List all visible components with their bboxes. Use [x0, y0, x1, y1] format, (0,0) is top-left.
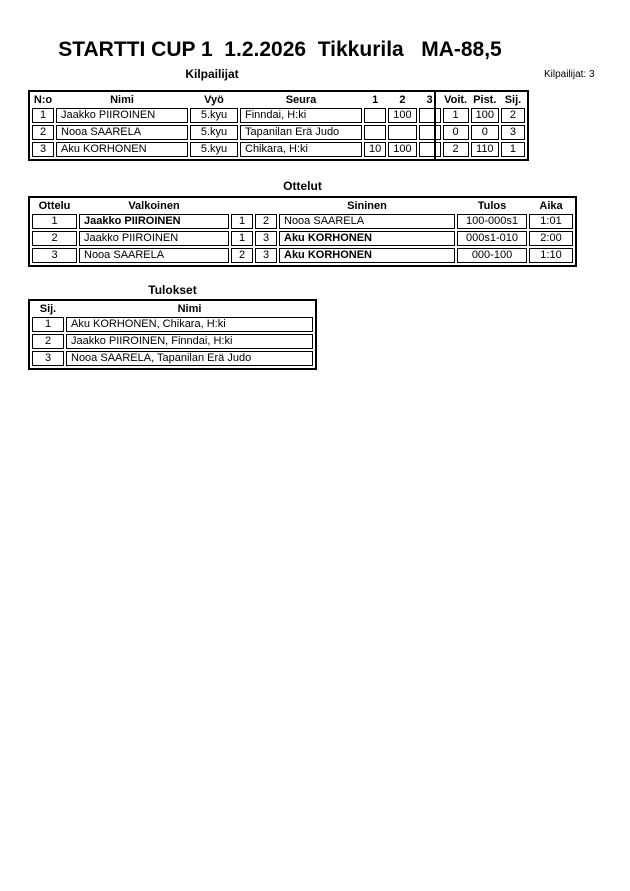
competitor-belt: 5.kyu — [190, 125, 238, 140]
col-header-round2: 2 — [399, 94, 406, 106]
match-blue-no: 2 — [255, 214, 277, 229]
competitor-round3 — [419, 142, 441, 157]
match-no: 1 — [32, 214, 77, 229]
matches-heading: Ottelut — [283, 179, 322, 193]
match-white-no: 1 — [231, 214, 253, 229]
match-time: 2:00 — [529, 231, 573, 246]
competitor-belt: 5.kyu — [190, 108, 238, 123]
col-header-white-no — [231, 200, 253, 212]
competitor-points: 110 — [471, 142, 499, 157]
match-no: 2 — [32, 231, 77, 246]
match-row — [32, 231, 573, 246]
match-white-name: Jaakko PIIROINEN — [79, 214, 229, 229]
col-header-place: Sij. — [504, 94, 522, 106]
competitor-club: Chikara, H:ki — [240, 142, 362, 157]
match-result: 000s1-010 — [457, 231, 527, 246]
competitor-name: Aku KORHONEN — [56, 142, 188, 157]
match-white-name: Jaakko PIIROINEN — [79, 231, 229, 246]
competitor-round2: 100 — [388, 142, 416, 157]
col-header-blue: Sininen — [347, 200, 387, 212]
result-name: Nooa SAARELA, Tapanilan Erä Judo — [66, 351, 313, 366]
match-blue-name: Nooa SAARELA — [279, 214, 455, 229]
match-time: 1:01 — [529, 214, 573, 229]
result-row — [32, 334, 313, 349]
matches-header-row — [32, 200, 573, 212]
match-result: 000-100 — [457, 248, 527, 263]
result-place: 1 — [32, 317, 64, 332]
competitors-table-wrapper — [28, 90, 529, 161]
col-header-name: Nimi — [110, 94, 134, 106]
col-header-blue-no — [255, 200, 277, 212]
matches-table-wrapper — [28, 196, 577, 267]
competitor-round3 — [419, 125, 441, 140]
competitors-count-label: Kilpailijat: 3 — [544, 69, 595, 80]
match-white-no: 2 — [231, 248, 253, 263]
competitor-round2 — [388, 125, 416, 140]
competitor-no: 2 — [32, 125, 54, 140]
match-result: 100-000s1 — [457, 214, 527, 229]
competitor-wins: 1 — [443, 108, 469, 123]
competitor-points: 100 — [471, 108, 499, 123]
match-row — [32, 214, 573, 229]
result-name: Aku KORHONEN, Chikara, H:ki — [66, 317, 313, 332]
match-white-name: Nooa SAARELA — [79, 248, 229, 263]
col-header-name: Nimi — [177, 303, 202, 315]
competitor-round3 — [419, 108, 441, 123]
match-blue-no: 3 — [255, 231, 277, 246]
competitor-row — [32, 125, 525, 140]
match-white-no: 1 — [231, 231, 253, 246]
competitor-wins: 2 — [443, 142, 469, 157]
col-header-time: Aika — [539, 200, 563, 212]
results-table — [28, 299, 317, 370]
matches-table — [28, 196, 577, 267]
competitor-round1 — [364, 125, 386, 140]
col-header-points: Pist. — [473, 94, 497, 106]
competitor-place: 1 — [501, 142, 525, 157]
match-blue-name: Aku KORHONEN — [279, 231, 455, 246]
col-header-place: Sij. — [39, 303, 57, 315]
competitor-place: 3 — [501, 125, 525, 140]
result-place: 3 — [32, 351, 64, 366]
competitor-club: Tapanilan Erä Judo — [240, 125, 362, 140]
competitor-points: 0 — [471, 125, 499, 140]
col-header-result: Tulos — [477, 200, 507, 212]
result-row — [32, 317, 313, 332]
competitor-row — [32, 108, 525, 123]
competitors-heading: Kilpailijat — [185, 67, 239, 81]
competitor-round1: 10 — [364, 142, 386, 157]
col-header-round3: 3 — [426, 94, 433, 106]
col-header-belt: Vyö — [204, 94, 224, 106]
competitor-wins: 0 — [443, 125, 469, 140]
match-time: 1:10 — [529, 248, 573, 263]
competitor-name: Jaakko PIIROINEN — [56, 108, 188, 123]
competitor-place: 2 — [501, 108, 525, 123]
results-header-row — [32, 303, 313, 315]
competitor-name: Nooa SAARELA — [56, 125, 188, 140]
competitor-row — [32, 142, 525, 157]
competitors-header-row — [32, 94, 525, 106]
thick-column-separator — [434, 90, 436, 161]
competitor-club: Finndai, H:ki — [240, 108, 362, 123]
page-title: STARTTI CUP 1 1.2.2026 Tikkurila MA-88,5 — [58, 38, 502, 61]
results-table-wrapper — [28, 299, 317, 370]
result-row — [32, 351, 313, 366]
result-place: 2 — [32, 334, 64, 349]
col-header-club: Seura — [285, 94, 317, 106]
results-heading: Tulokset — [148, 283, 197, 297]
competitor-round2: 100 — [388, 108, 416, 123]
match-blue-name: Aku KORHONEN — [279, 248, 455, 263]
match-no: 3 — [32, 248, 77, 263]
competitor-round1 — [364, 108, 386, 123]
competitor-no: 1 — [32, 108, 54, 123]
competitor-no: 3 — [32, 142, 54, 157]
result-name: Jaakko PIIROINEN, Finndai, H:ki — [66, 334, 313, 349]
col-header-match: Ottelu — [38, 200, 71, 212]
col-header-no: N:o — [33, 94, 53, 106]
col-header-white: Valkoinen — [128, 200, 180, 212]
match-blue-no: 3 — [255, 248, 277, 263]
match-row — [32, 248, 573, 263]
col-header-round1: 1 — [372, 94, 379, 106]
competitors-table — [28, 90, 529, 161]
col-header-wins: Voit. — [444, 94, 468, 106]
competitor-belt: 5.kyu — [190, 142, 238, 157]
